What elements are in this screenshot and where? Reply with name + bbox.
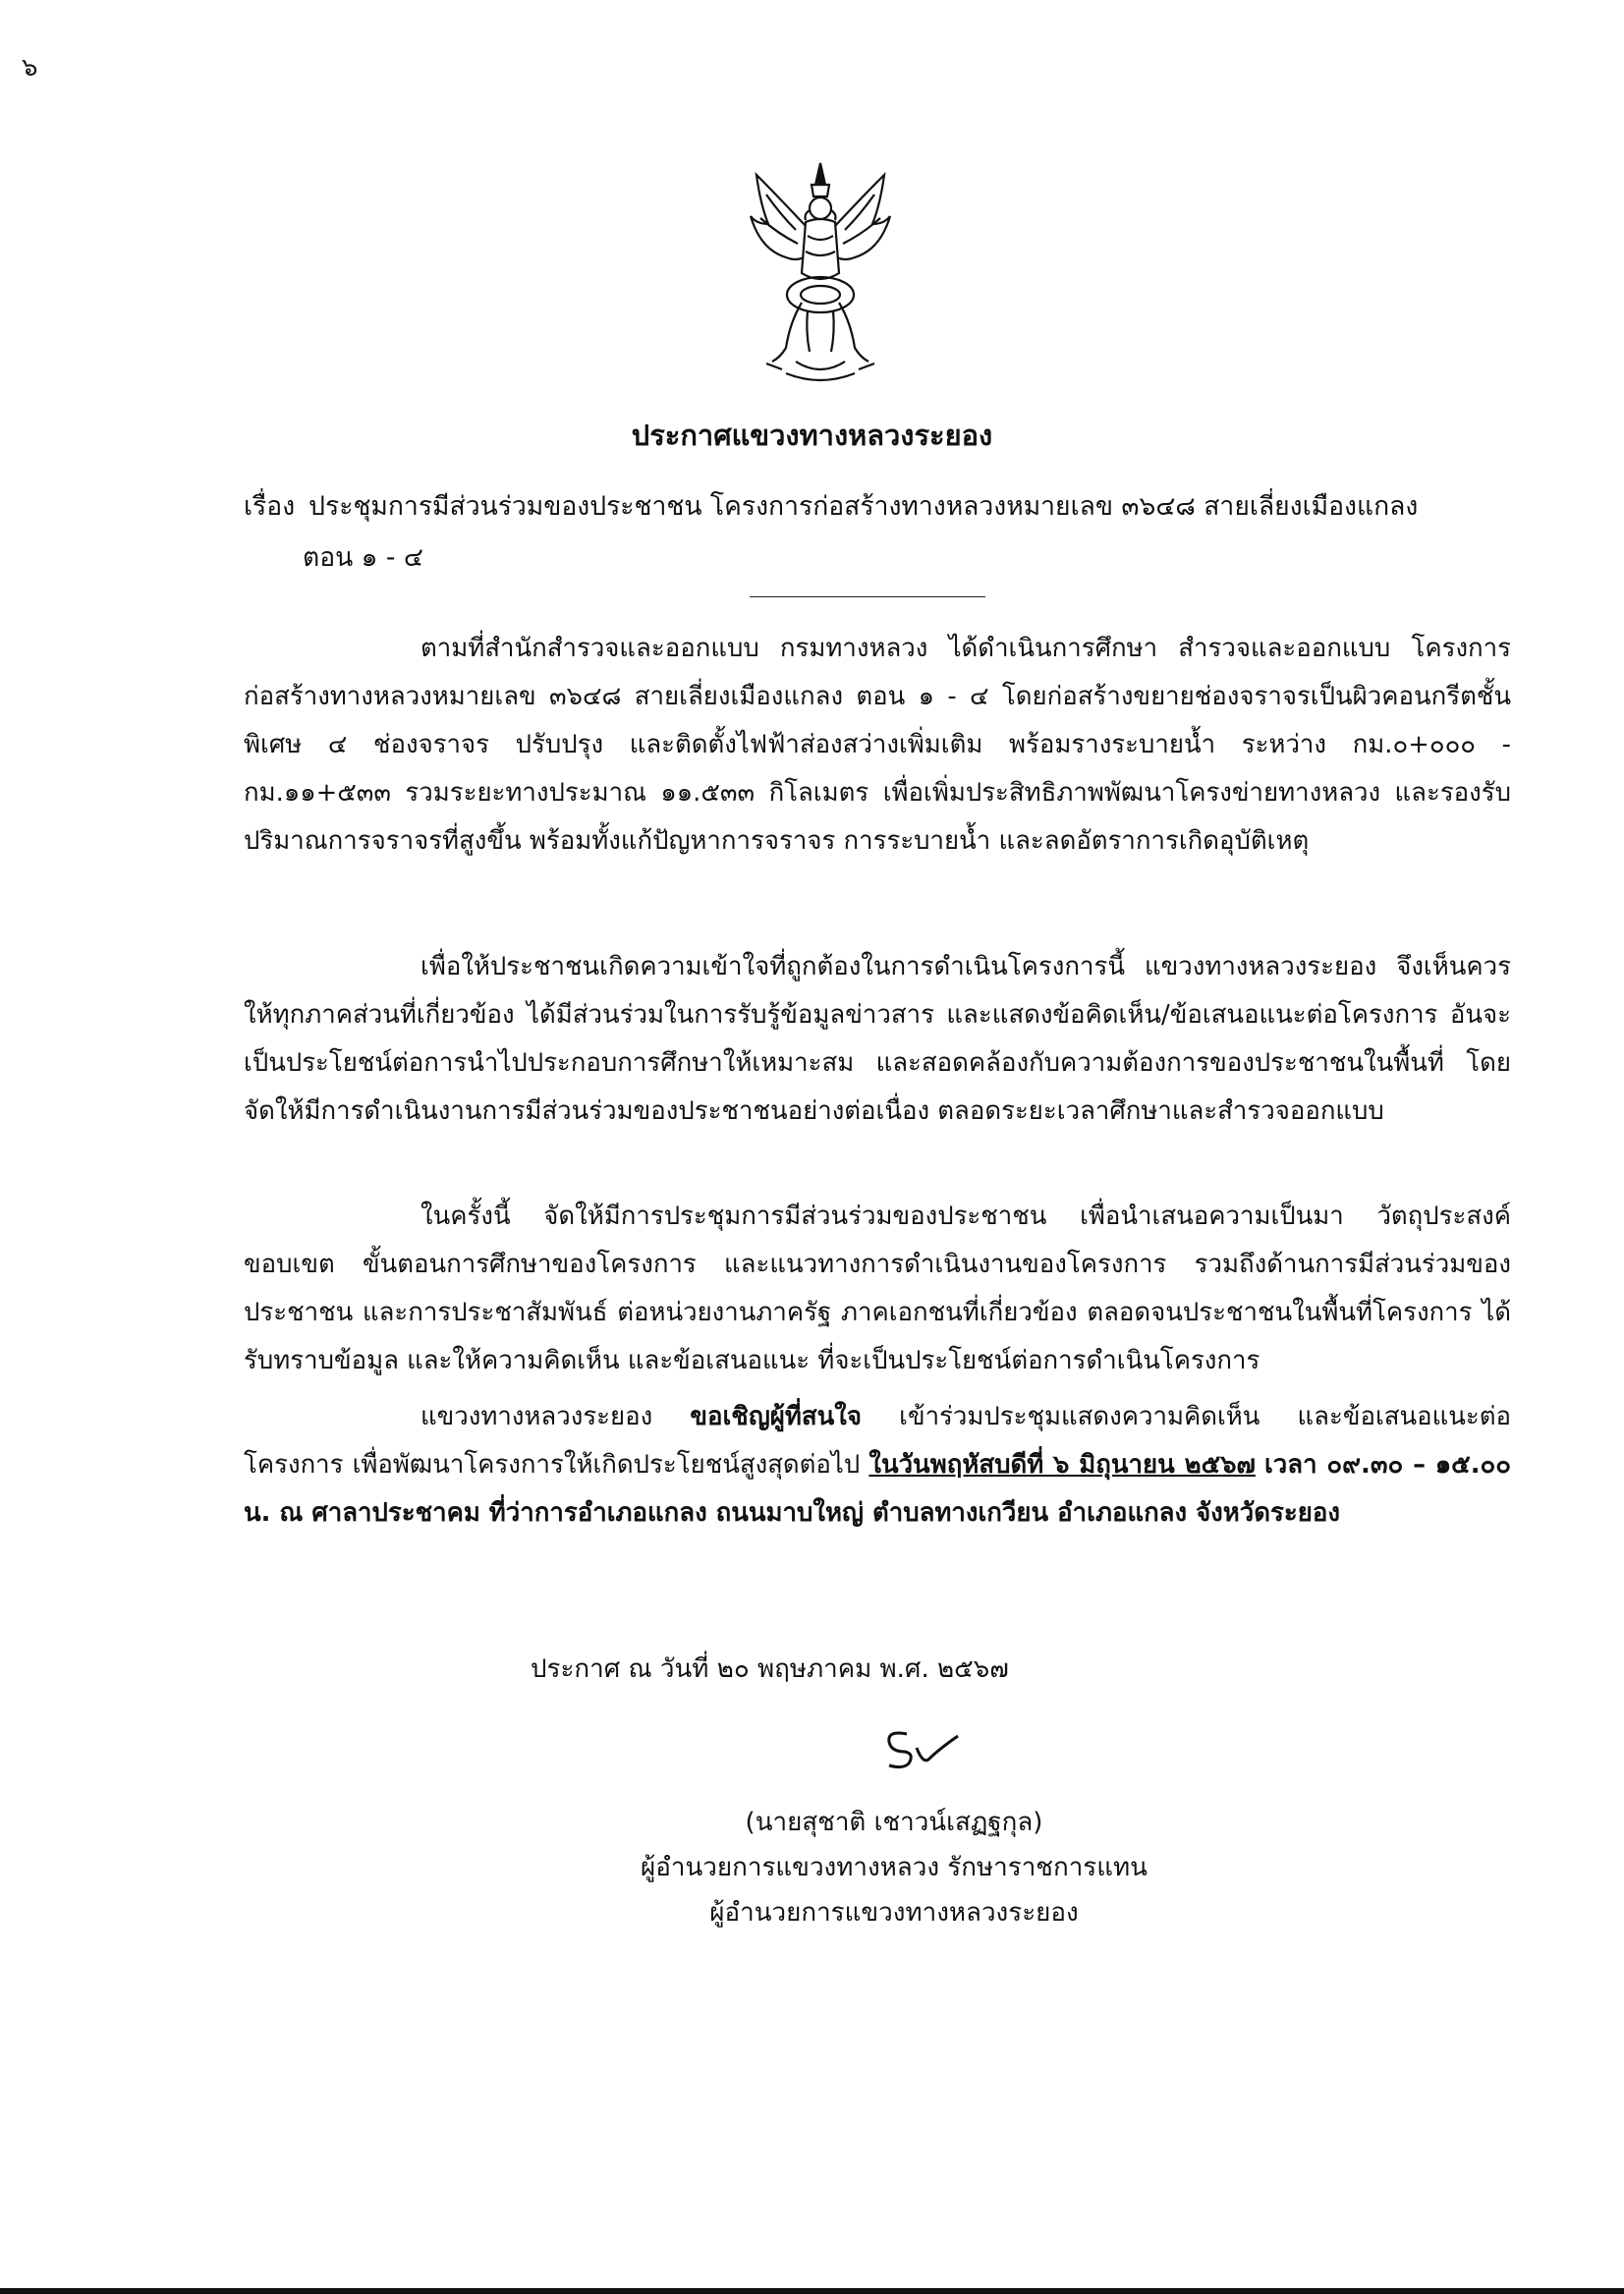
meeting-time-venue: เวลา ๐๙.๓๐ – ๑๕.๐๐ น. ณ ศาลาประชาคม ที่ว่าการอำเภอแกลง ถนนมาบใหญ่ ตำบลทางเกวียน อำเภอแกลง จังหวัดระยอง [244, 1450, 1511, 1528]
invitation-text: เข้าร่วมประชุมแสดงความคิดเห็น และข้อเสนอแนะต่อโครงการ เพื่อพัฒนาโครงการให้เกิดประโยชน์สูงสุดต่อไป [244, 1402, 1512, 1480]
invitation-organizer: แขวงทางหลวงระยอง [420, 1402, 653, 1431]
subject-line1: ประชุมการมีส่วนร่วมของประชาชน โครงการก่อสร้างทางหลวงหมายเลข ๓๖๔๘ สายเลี่ยงเมืองแกลง [308, 491, 1419, 522]
announcement-date: ประกาศ ณ วันที่ ๒๐ พฤษภาคม พ.ศ. ๒๕๖๗ [531, 1654, 1009, 1684]
page-number: ๖ [22, 53, 38, 83]
paragraph-meeting-scope: ในครั้งนี้ จัดให้มีการประชุมการมีส่วนร่วมของประชาชน เพื่อนำเสนอความเป็นมา วัตถุประสงค์ ขอบเขต ขั้นตอนการศึกษาของโครงการ และแนวทางการดำเนินงานของโครงการ รวมถึงด้านการมีส่วนร่วมของประชาชน และการประชาสัมพันธ์ ต่อหน่วยงานภาครัฐ ภาคเอกชนที่เกี่ยวข้อง ตลอดจนประชาชนในพื้นที่โครงการ ได้รับทราบข้อมูล และให้ความคิดเห็น และข้อเสนอแนะ ที่จะเป็นประโยชน์ต่อการดำเนินโครงการ [244, 1202, 1511, 1375]
handwritten-signature [879, 1724, 968, 1773]
meeting-date: ในวันพฤหัสบดีที่ ๖ มิถุนายน ๒๕๖๗ [868, 1450, 1256, 1480]
paragraph-background: ตามที่สำนักสำรวจและออกแบบ กรมทางหลวง ได้ดำเนินการศึกษา สำรวจและออกแบบ โครงการก่อสร้างทางหลวงหมายเลข ๓๖๔๘ สายเลี่ยงเมืองแกลง ตอน ๑ - ๔ โดยก่อสร้างขยายช่องจราจรเป็นผิวคอนกรีตชั้นพิเศษ ๔ ช่องจราจร ปรับปรุง และติดตั้งไฟฟ้าส่องสว่างเพิ่มเติม พร้อมรางระบายน้ำ ระหว่าง กม.๐+๐๐๐ - กม.๑๑+๕๓๓ รวมระยะทางประมาณ ๑๑.๕๓๓ กิโลเมตร เพื่อเพิ่มประสิทธิภาพพัฒนาโครงข่ายทางหลวง และรองรับปริมาณการจราจรที่สูงขึ้น พร้อมทั้งแก้ปัญหาการจราจร การระบายน้ำ และลดอัตราการเกิดอุบัติเหตุ [244, 634, 1511, 856]
title-divider [750, 596, 985, 597]
subject-line2: ตอน ๑ - ๔ [303, 542, 423, 573]
invitation-highlight: ขอเชิญผู้ที่สนใจ [690, 1402, 863, 1431]
signatory-block [550, 1800, 1238, 1935]
signatory-position: ผู้อำนวยการแขวงทางหลวง รักษาราชการแทน [641, 1853, 1148, 1882]
garuda-emblem-icon [747, 155, 894, 391]
subject-block [244, 481, 1482, 584]
announcement-title: ประกาศแขวงทางหลวงระยอง [631, 419, 993, 452]
scan-edge [0, 2288, 1624, 2294]
paragraph-invitation [244, 1393, 1511, 1538]
signatory-name: (นายสุชาติ เชาวน์เสฏฐกุล) [745, 1808, 1043, 1837]
paragraph-purpose: เพื่อให้ประชาชนเกิดความเข้าใจที่ถูกต้องในการดำเนินโครงการนี้ แขวงทางหลวงระยอง จึงเห็นควร ให้ทุกภาคส่วนที่เกี่ยวข้อง ได้มีส่วนร่วมในการรับรู้ข้อมูลข่าวสาร และแสดงข้อคิดเห็น/ข้อเสนอแนะต่อโครงการ อันจะเป็นประโยชน์ต่อการนำไปประกอบการศึกษาให้เหมาะสม และสอดคล้องกับความต้องการของประชาชนในพื้นที่ โดยจัดให้มีการดำเนินงานการมีส่วนร่วมของประชาชนอย่างต่อเนื่อง ตลอดระยะเวลาศึกษาและสำรวจออกแบบ [244, 952, 1511, 1126]
subject-label: เรื่อง [244, 491, 296, 522]
signatory-position-acting: ผู้อำนวยการแขวงทางหลวงระยอง [709, 1898, 1079, 1928]
